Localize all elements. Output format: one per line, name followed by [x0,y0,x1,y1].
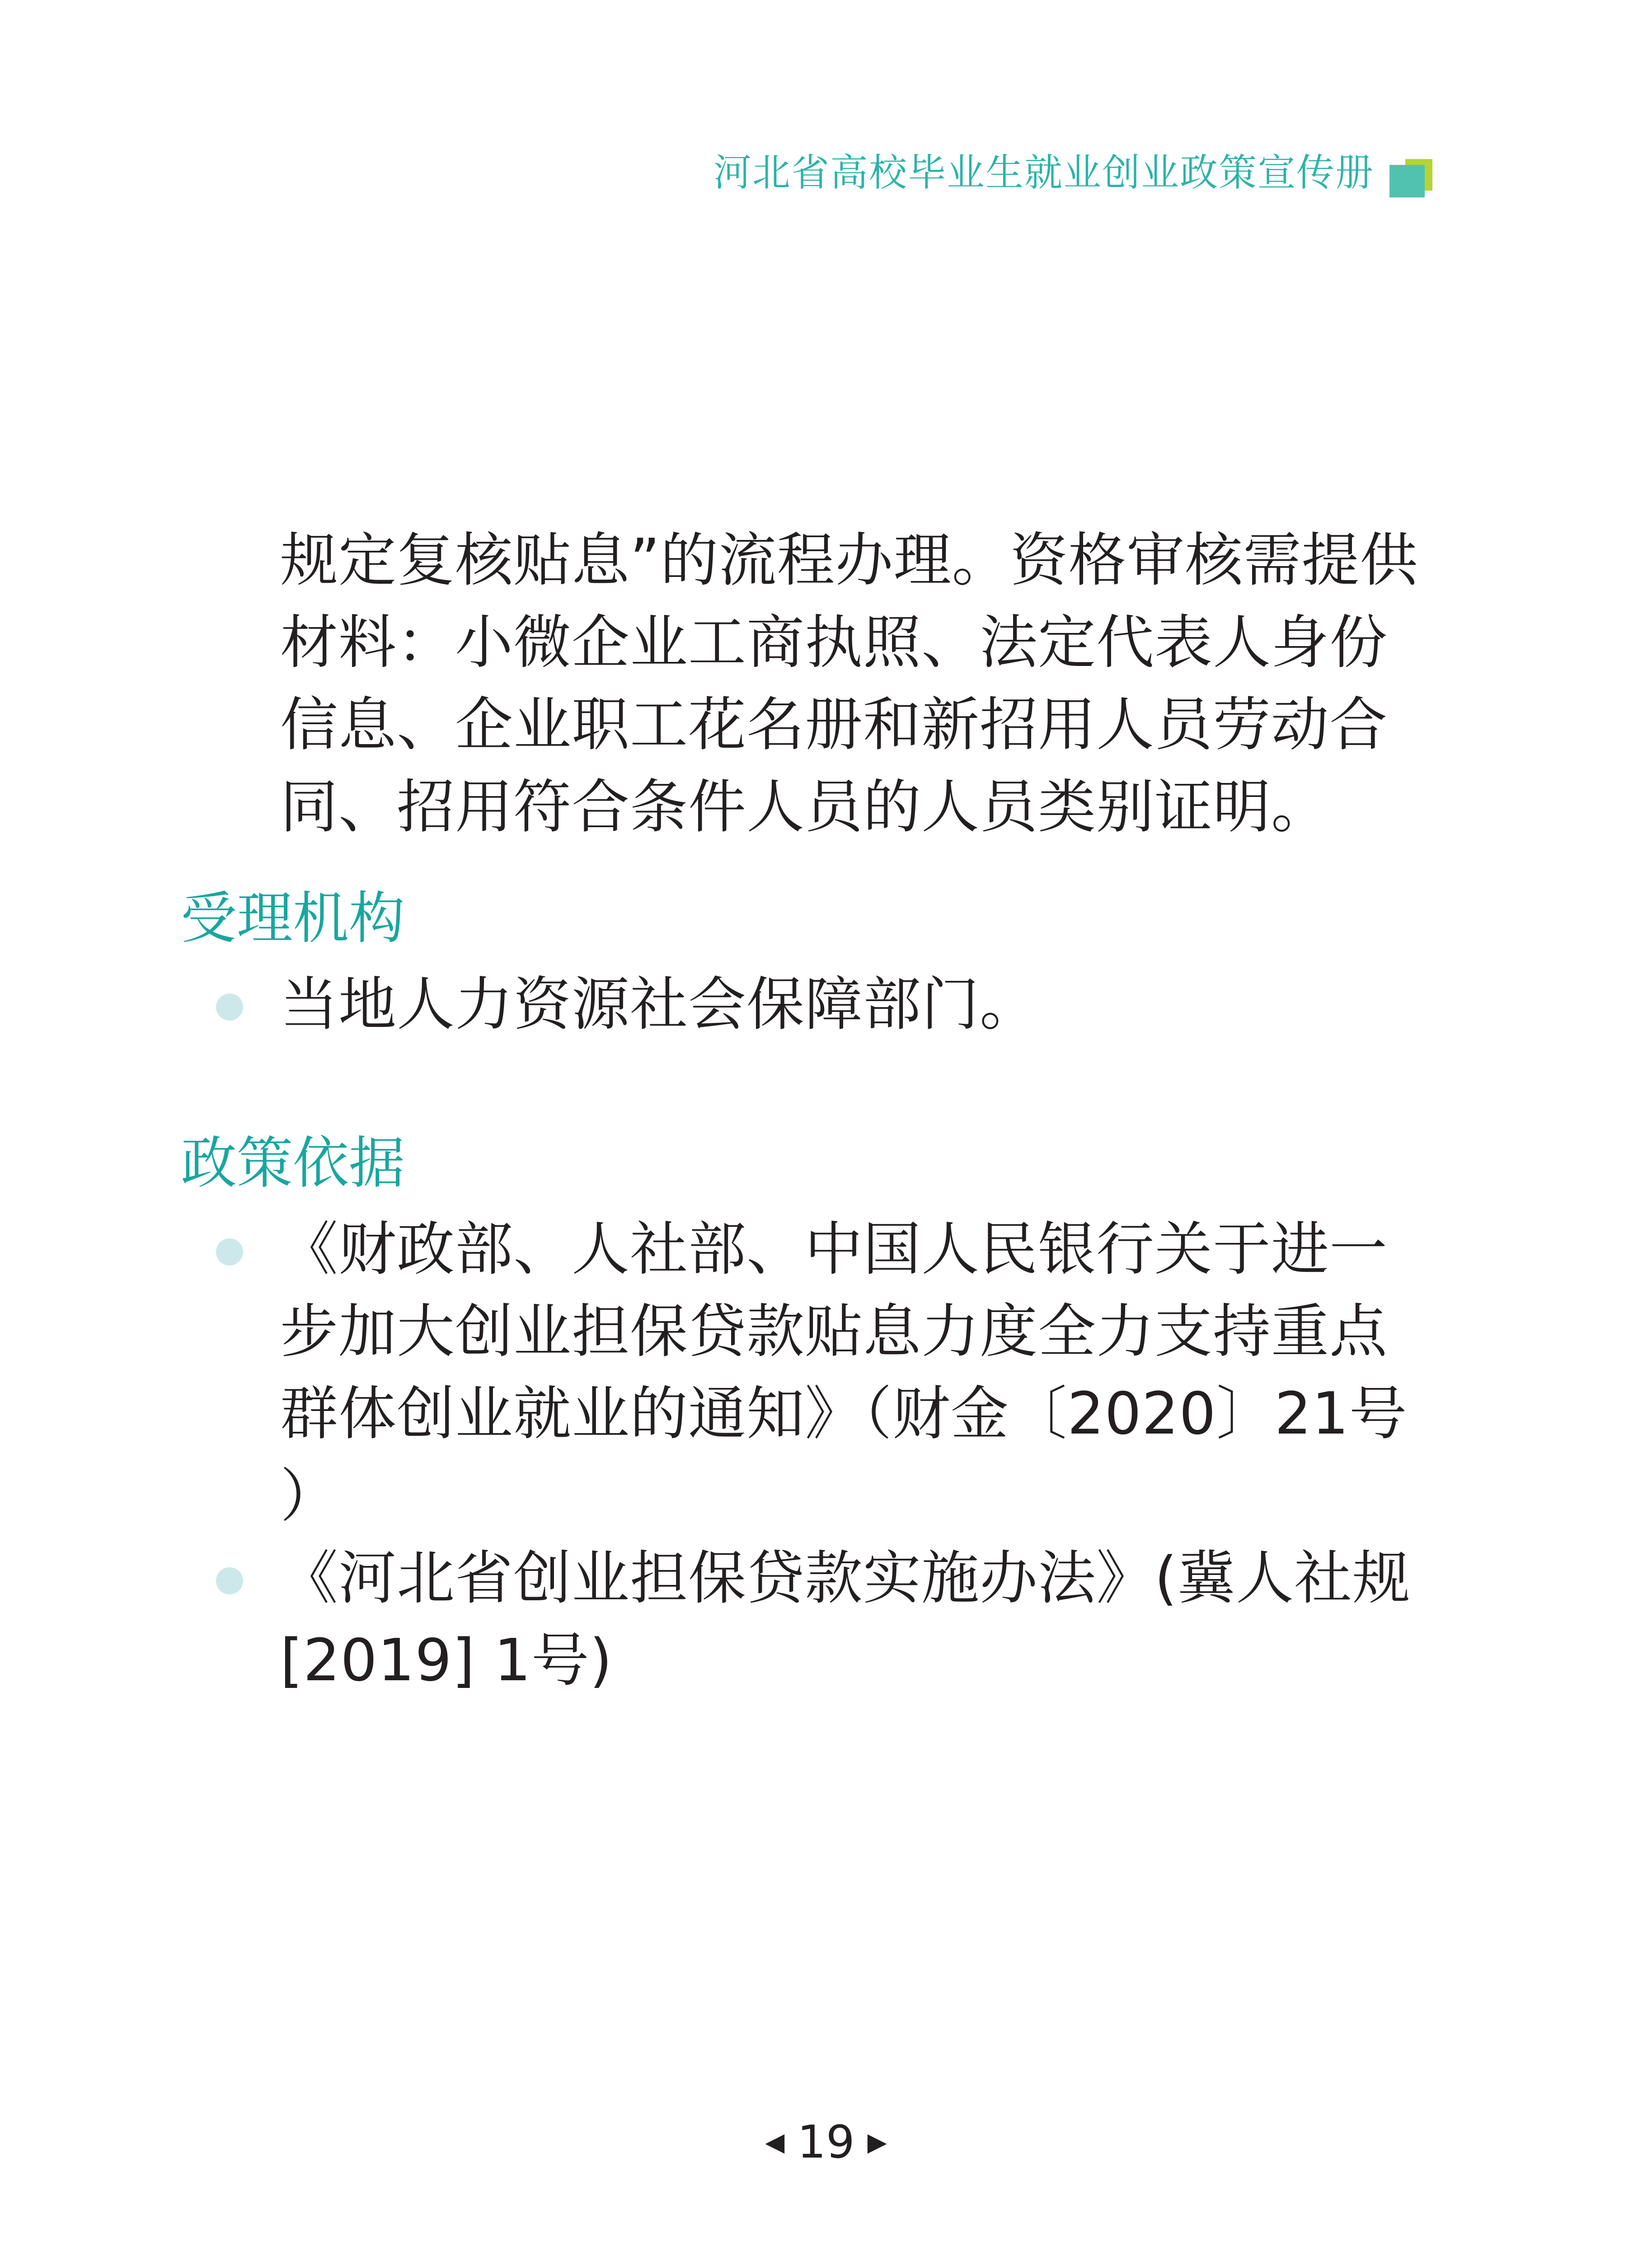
bullet-dot-icon [216,1238,243,1265]
list-item-text: 《财政部、人社部、中国人民银行关于进一步加大创业担保贷款贴息力度全力支持重点群体创业就业的通知》（财金〔2020〕21号 ） [280,1216,1408,1530]
list-item [181,1537,1428,1702]
list-item-text: 《河北省创业担保贷款实施办法》(冀人社规[2019] 1号) [280,1545,1411,1694]
section-heading-agency: 受理机构 [181,886,405,951]
section-heading-policy-basis: 政策依据 [181,1131,405,1196]
right-triangle-icon: ▶ [867,2127,887,2157]
bullet-dot-icon [216,1567,243,1594]
bullet-dot-icon [216,994,243,1021]
left-triangle-icon: ◀ [765,2127,785,2157]
list-item [181,1209,1428,1537]
page-footer [0,2110,1652,2172]
policy-basis-list [181,1209,1428,1702]
page-number: 19 [797,2115,855,2169]
running-header-title: 河北省高校毕业生就业创业政策宣传册 [713,150,1374,195]
page-content [181,520,1428,1702]
intro-paragraph: 规定复核贴息”的流程办理。资格审核需提供材料：小微企业工商执照、法定代表人身份信息、企业职工花名册和新招用人员劳动合同、招用符合条件人员的人员类别证明。 [280,527,1418,841]
header-square-mark-icon [1389,159,1432,197]
header-mark-front-square [1389,165,1425,197]
list-item [181,964,1428,1046]
list-item-text: 当地人力资源社会保障部门。 [280,971,1038,1038]
agency-list [181,964,1428,1046]
